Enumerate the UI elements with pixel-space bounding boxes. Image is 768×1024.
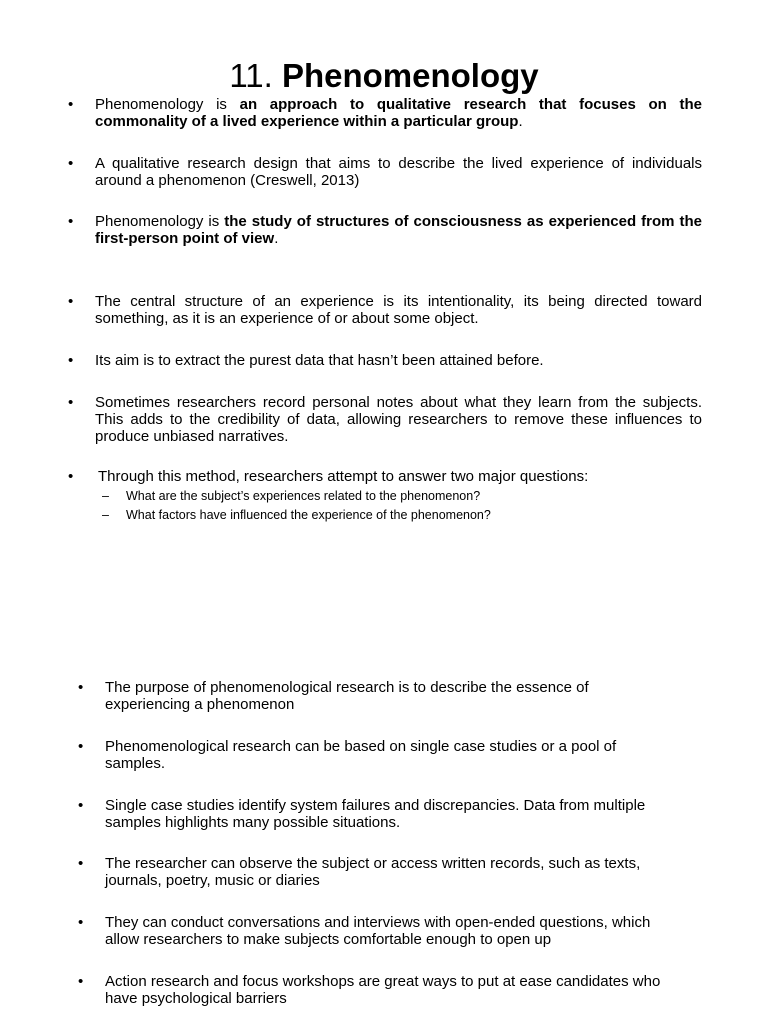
- bullet-text: Through this method, researchers attempt to answer two major questions:: [98, 468, 589, 485]
- bullet-text: Single case studies identify system failures and discrepancies. Data from multiple samples highlights many possible situations.: [105, 797, 646, 831]
- bullet-text: Sometimes researchers record personal notes about what they learn from the subjects. This adds to the credibility of data, allowing researchers to remove these influences to produce unbiased narratives.: [95, 394, 702, 445]
- title-word: Phenomenology: [281, 57, 539, 94]
- bullet-dot: •: [78, 914, 84, 931]
- bullet-dot: •: [78, 679, 84, 696]
- bullet-text: A qualitative research design that aims to describe the lived experience of individuals around a phenomenon (Creswell, 2013): [95, 155, 702, 189]
- bullet-text: The researcher can observe the subject or access written records, such as texts, journals, poetry, music or diaries: [105, 855, 641, 889]
- bullet-text: The central structure of an experience is its intentionality, its being directed toward something, as it is an experience of or about some object.: [95, 293, 702, 327]
- sub-bullet-dash: –: [102, 508, 109, 522]
- bullet-dot: •: [68, 96, 74, 113]
- bullet-dot: •: [68, 468, 74, 485]
- bullet-text-bold: the study of structures of consciousness as experienced from the first-person point of view: [95, 213, 702, 247]
- bullet-text-plain: Phenomenology is: [95, 213, 225, 230]
- bullet-dot: •: [68, 352, 74, 369]
- bullet-text: The purpose of phenomenological research is to describe the essence of experiencing a phenomenon: [105, 679, 589, 713]
- bullet-dot: •: [68, 293, 74, 310]
- bullet-dot: •: [78, 973, 84, 990]
- bullet-dot: •: [68, 394, 74, 411]
- sub-bullet-text: What are the subject’s experiences related to the phenomenon?: [126, 489, 481, 503]
- bullet-text: They can conduct conversations and interviews with open-ended questions, which allow researchers to make subjects comfortable enough to open up: [105, 914, 651, 948]
- bullet-text: [95, 96, 702, 130]
- bullet-text-plain: Phenomenology is: [95, 96, 240, 113]
- bullet-dot: •: [78, 855, 84, 872]
- bullet-text: Phenomenological research can be based on single case studies or a pool of samples.: [105, 738, 617, 772]
- title-number: 11.: [229, 57, 273, 94]
- bullet-text-end: .: [274, 230, 279, 247]
- bullet-dot: •: [78, 797, 84, 814]
- bullet-dot: •: [78, 738, 84, 755]
- bullet-text-bold: an approach to qualitative research that focuses on the commonality of a lived experience within a particular group: [95, 96, 702, 130]
- sub-bullet-text: What factors have influenced the experience of the phenomenon?: [126, 508, 491, 522]
- page-title: [0, 56, 768, 96]
- bullet-dot: •: [68, 213, 74, 230]
- bullet-text-end: .: [518, 113, 523, 130]
- bullet-text: Action research and focus workshops are great ways to put at ease candidates who have psychological barriers: [105, 973, 661, 1007]
- bullet-dot: •: [68, 155, 74, 172]
- bullet-text: [95, 213, 702, 247]
- sub-bullet-dash: –: [102, 489, 109, 503]
- bullet-text: Its aim is to extract the purest data that hasn’t been attained before.: [95, 352, 544, 369]
